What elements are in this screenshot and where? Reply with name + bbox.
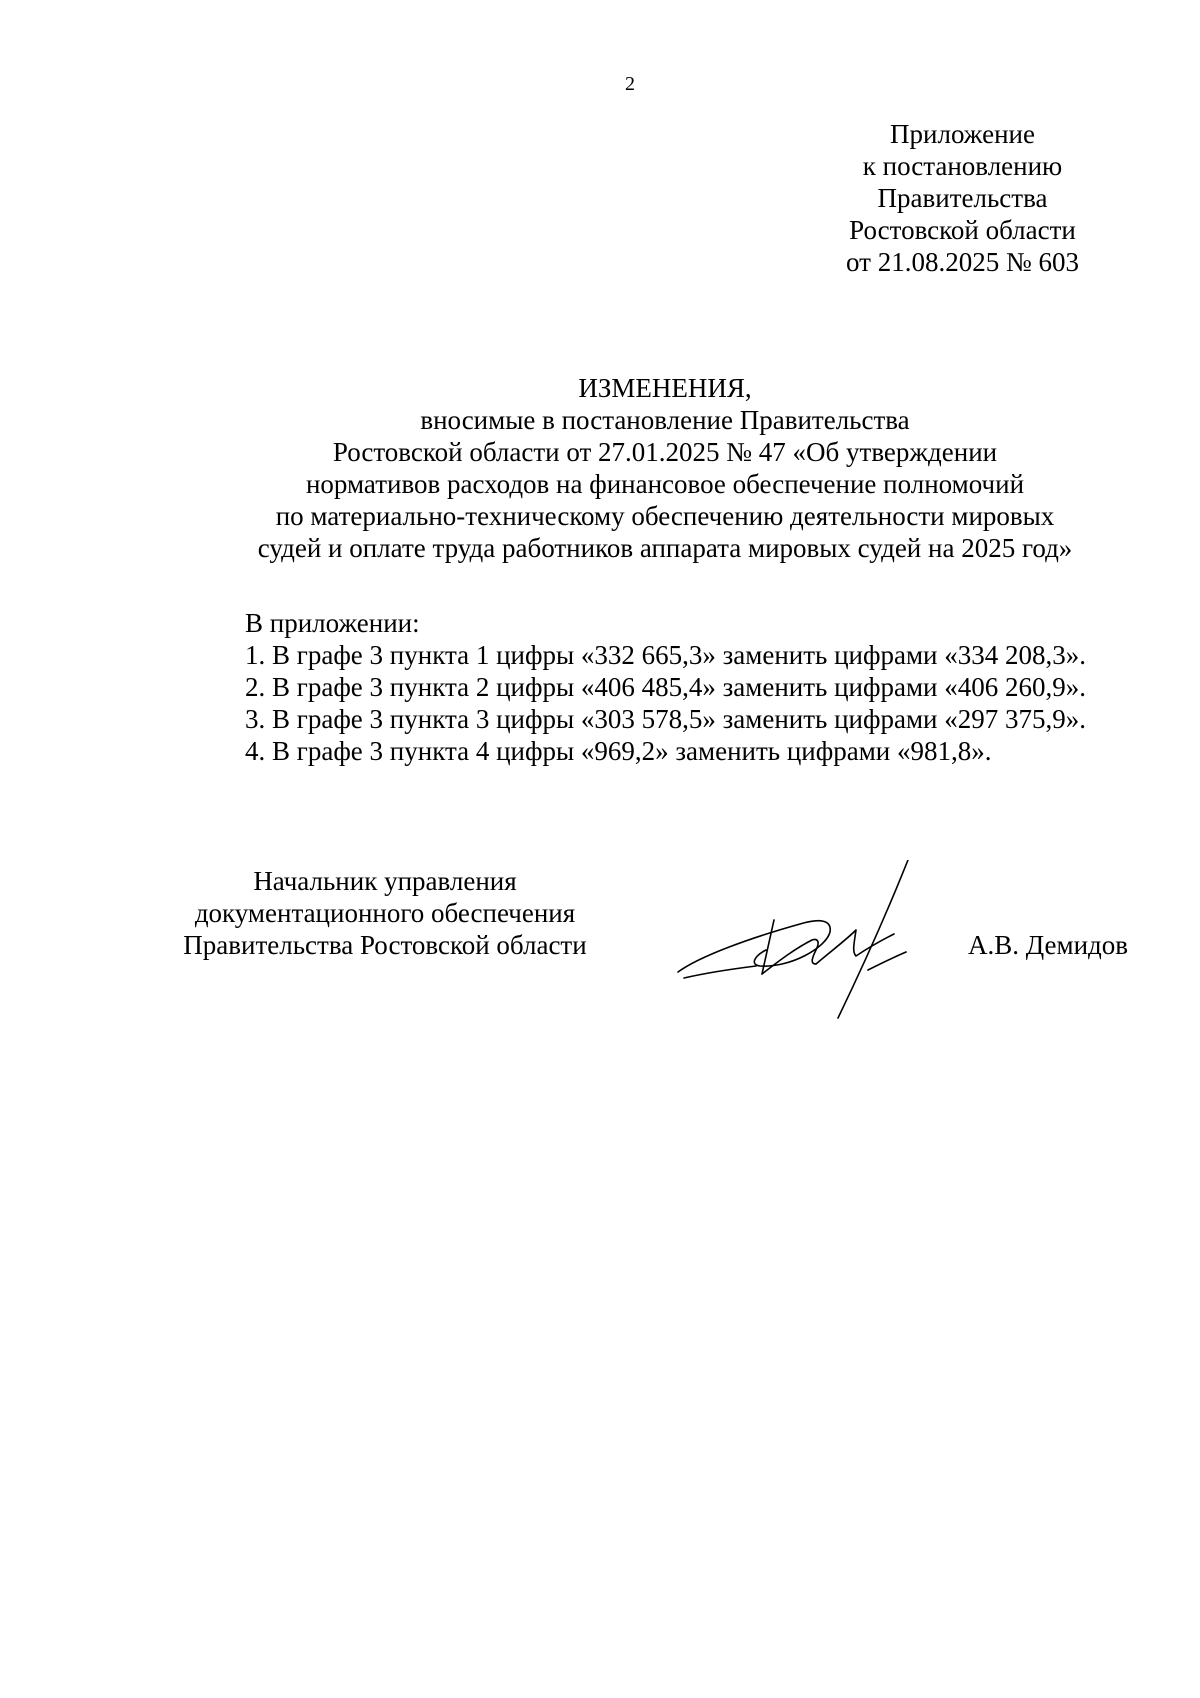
title-heading: ИЗМЕНЕНИЯ, xyxy=(578,373,752,403)
title-line: судей и оплате труда работников аппарата мировых судей на 2025 год» xyxy=(257,533,1073,563)
signer-position-line: документационного обеспечения xyxy=(194,898,576,928)
page-number: 2 xyxy=(625,73,635,95)
handwritten-signature xyxy=(670,860,950,1020)
change-item: 2. В графе 3 пункта 2 цифры «406 485,4» заменить цифрами «406 260,9». xyxy=(245,672,1086,702)
appendix-line: Ростовской области xyxy=(849,215,1076,245)
signature-stroke xyxy=(762,939,818,974)
title-line: по материально-техническому обеспечению деятельности мировых xyxy=(275,501,1055,531)
appendix-line: Правительства xyxy=(877,183,1048,213)
signature-stroke xyxy=(838,860,908,1018)
appendix-line: Приложение xyxy=(890,119,1035,149)
appendix-line: от 21.08.2025 № 603 xyxy=(846,247,1079,277)
document-title xyxy=(200,372,1130,564)
signer-position xyxy=(150,865,620,961)
body-intro: В приложении: xyxy=(245,608,420,638)
signature-stroke xyxy=(868,952,906,970)
signer-position-line: Начальник управления xyxy=(253,866,517,896)
signer-name: А.В. Демидов xyxy=(968,930,1129,960)
title-line: Ростовской области от 27.01.2025 № 47 «Об утверждении xyxy=(332,437,998,467)
document-body xyxy=(245,607,1145,767)
title-line: нормативов расходов на финансовое обеспечение полномочий xyxy=(305,469,1025,499)
change-item: 1. В графе 3 пункта 1 цифры «332 665,3» заменить цифрами «334 208,3». xyxy=(245,640,1086,670)
appendix-line: к постановлению xyxy=(862,151,1063,181)
signature-stroke xyxy=(816,930,894,964)
appendix-header xyxy=(830,118,1095,278)
signature-stroke xyxy=(678,921,830,972)
change-item: 3. В графе 3 пункта 3 цифры «303 578,5» заменить цифрами «297 375,9». xyxy=(245,704,1086,734)
signer-position-line: Правительства Ростовской области xyxy=(183,930,587,960)
signature-stroke xyxy=(684,966,756,978)
title-line: вносимые в постановление Правительства xyxy=(420,405,910,435)
change-item: 4. В графе 3 пункта 4 цифры «969,2» заменить цифрами «981,8». xyxy=(245,736,992,766)
